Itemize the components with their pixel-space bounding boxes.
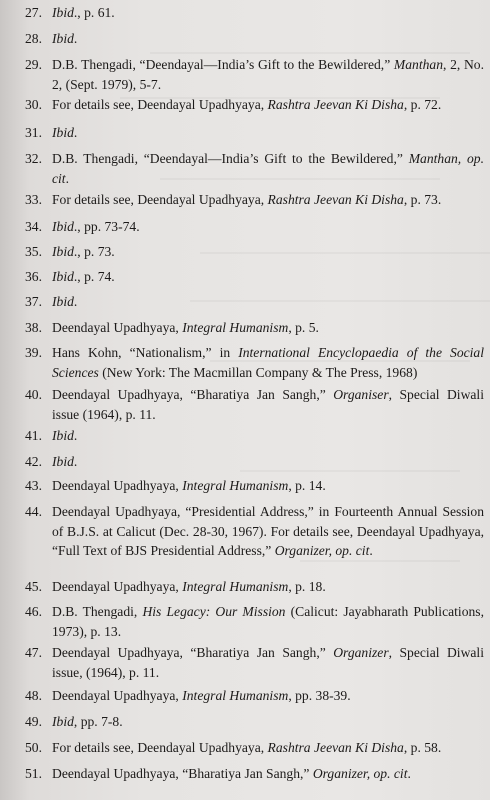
note-text: Deendayal Upadhyaya, Integral Humanism, pp. 38-39. xyxy=(52,688,351,703)
note-text: Ibid. xyxy=(52,294,78,309)
note-text: Ibid. xyxy=(52,125,78,140)
note-text: For details see, Deendayal Upadhyaya, Rashtra Jeevan Ki Disha, p. 72. xyxy=(52,97,442,112)
note-number: 40. xyxy=(25,387,42,402)
note-text: Deendayal Upadhyaya, Integral Humanism, p. 5. xyxy=(52,320,319,335)
note-number: 37. xyxy=(25,294,42,309)
note-number: 50. xyxy=(25,740,42,755)
note-text: Ibid., pp. 73-74. xyxy=(52,219,140,234)
note-text: Deendayal Upadhyaya, “Presidential Address,” in Fourteenth Annual Session of B.J.S. at Calicut (Dec. 28-30, 1967). For details see, Deendayal Upadhyaya, “Full Text of BJS Presidential Address,” Organizer, op. cit. xyxy=(52,504,484,558)
note-text: Ibid, pp. 7-8. xyxy=(52,714,123,729)
note-text: Deendayal Upadhyaya, Integral Humanism, p. 14. xyxy=(52,478,326,493)
note-text: Ibid. xyxy=(52,428,78,443)
note-number: 32. xyxy=(25,151,42,166)
note-number: 46. xyxy=(25,604,42,619)
note-text: Deendayal Upadhyaya, “Bharatiya Jan Sangh,” Organizer, op. cit. xyxy=(52,766,411,781)
note-number: 38. xyxy=(25,320,42,335)
note-number: 29. xyxy=(25,57,42,72)
note-text: Ibid., p. 61. xyxy=(52,5,115,20)
note-text: For details see, Deendayal Upadhyaya, Rashtra Jeevan Ki Disha, p. 73. xyxy=(52,192,442,207)
note-text: Deendayal Upadhyaya, Integral Humanism, p. 18. xyxy=(52,579,326,594)
note-number: 41. xyxy=(25,428,42,443)
note-number: 43. xyxy=(25,478,42,493)
note-number: 42. xyxy=(25,454,42,469)
note-number: 30. xyxy=(25,97,42,112)
note-text: D.B. Thengadi, “Deendayal—India’s Gift to the Bewildered,” Manthan, 2, No. 2, (Sept. 1979), 5-7. xyxy=(52,57,485,92)
note-text: Ibid. xyxy=(52,31,78,46)
note-number: 35. xyxy=(25,244,42,259)
note-number: 33. xyxy=(25,192,42,207)
note-text: For details see, Deendayal Upadhyaya, Rashtra Jeevan Ki Disha, p. 58. xyxy=(52,740,442,755)
note-number: 44. xyxy=(25,504,42,519)
note-text: Deendayal Upadhyaya, “Bharatiya Jan Sangh,” Organiser, Special Diwali issue (1964), p. 11. xyxy=(52,387,484,422)
note-number: 45. xyxy=(25,579,42,594)
note-number: 27. xyxy=(25,5,42,20)
note-text: D.B. Thengadi, “Deendayal—India’s Gift to the Bewildered,” Manthan, op. cit. xyxy=(52,151,484,186)
note-number: 51. xyxy=(25,766,42,781)
note-number: 39. xyxy=(25,345,42,360)
note-number: 31. xyxy=(25,125,42,140)
note-text: Ibid., p. 73. xyxy=(52,244,115,259)
note-number: 48. xyxy=(25,688,42,703)
note-number: 28. xyxy=(25,31,42,46)
note-text: Hans Kohn, “Nationalism,” in International Encyclopaedia of the Social Sciences (New York: The Macmillan Company & The Press, 1968) xyxy=(52,345,484,380)
note-text: Deendayal Upadhyaya, “Bharatiya Jan Sangh,” Organizer, Special Diwali issue, (1964), p. 11. xyxy=(52,645,484,680)
note-text: Ibid. xyxy=(52,454,78,469)
note-text: Ibid., p. 74. xyxy=(52,269,115,284)
note-number: 36. xyxy=(25,269,42,284)
note-number: 49. xyxy=(25,714,42,729)
note-text: D.B. Thengadi, His Legacy: Our Mission (Calicut: Jayabharath Publications, 1973), p. 13. xyxy=(52,604,484,639)
note-number: 47. xyxy=(25,645,42,660)
note-number: 34. xyxy=(25,219,42,234)
